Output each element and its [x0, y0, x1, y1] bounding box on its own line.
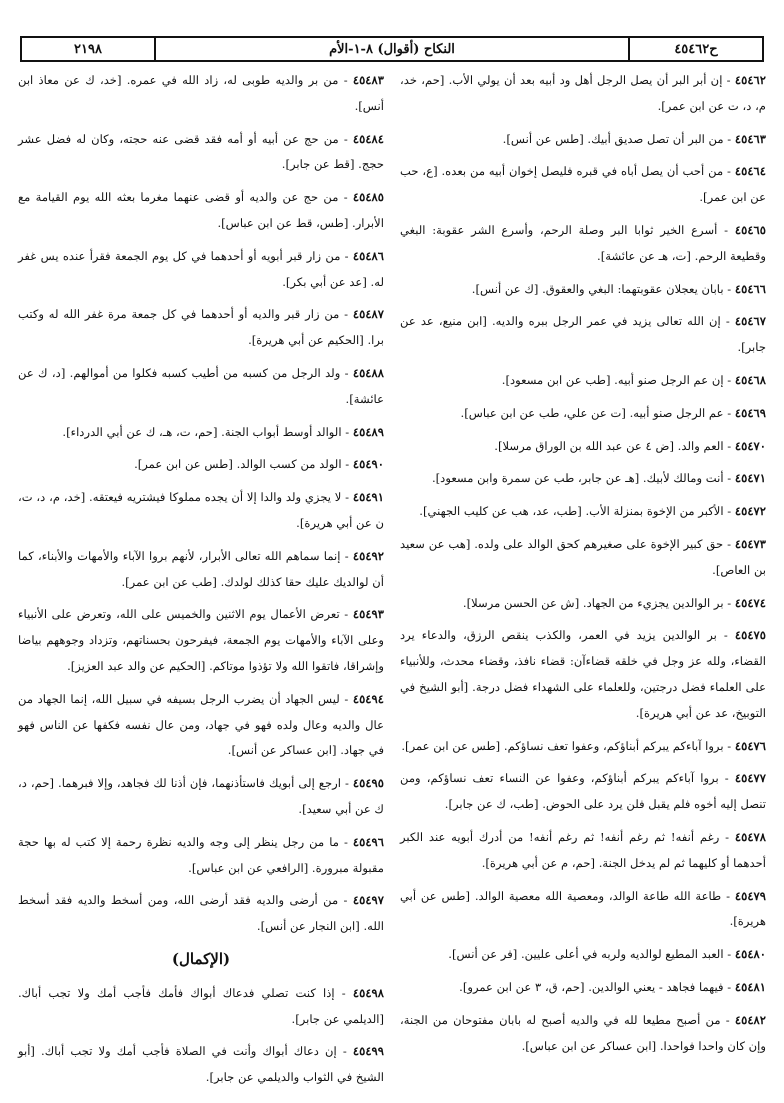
hadith-entry: ٤٥٤٩٥ - ارجع إلى أبويك فاستأذنهما، فإن أذنا لك فجاهد، وإلا فبرهما. [حم، د، ك عن أبي سعيد].: [18, 776, 384, 816]
hadith-text: إن عم الرجل صنو أبيه. [طب عن ابن مسعود].: [501, 372, 724, 387]
hadith-entry: ٤٥٤٩٦ - ما من رجل ينظر إلى وجه والديه نظرة رحمة إلا كتب له بها حجة مقبولة مبرورة. [الرافعي عن ابن عباس].: [18, 834, 384, 875]
hadith-entry: ٤٥٤٧٤ - بر الوالدين يجزيء من الجهاد. [ش عن الحسن مرسلا].: [462, 595, 766, 610]
hadith-text: من بر والديه طوبى له، زاد الله في عمره. [خد، ك عن معاذ ابن أنس].: [18, 73, 384, 113]
hadith-number: ٤٥٤٧٠: [734, 438, 766, 453]
hadith-entry: ٤٥٤٩٠ - الولد من كسب الوالد. [طس عن ابن عمر].: [134, 457, 384, 472]
hadith-text: الوالد أوسط أبواب الجنة. [حم، ت، هـ، ك عن أبي الدرداء].: [62, 424, 342, 439]
hadith-number: ٤٥٤٨٠: [734, 947, 766, 962]
hadith-text: ارجع إلى أبويك فاستأذنهما، فإن أذنا لك فجاهد، وإلا فبرهما. [حم، د، ك عن أبي سعيد].: [18, 776, 384, 816]
hadith-number: ٤٥٤٩٢: [352, 548, 384, 563]
hadith-text: الأكبر من الإخوة بمنزلة الأب. [طب، عد، هب عن كليب الجهني].: [419, 504, 724, 519]
hadith-text: العم والد. [ض ٤ عن عبد الله بن الوراق مرسلا].: [494, 438, 724, 453]
hadith-text: بر الوالدين يجزيء من الجهاد. [ش عن الحسن مرسلا].: [462, 595, 724, 610]
hadith-text: من أرضى والديه فقد أرضى الله، ومن أسخط والديه فقد أسخط الله. [ابن النجار عن أنس].: [18, 893, 384, 934]
hadith-number: ٤٥٤٦٩: [734, 405, 766, 420]
hadith-number: ٤٥٤٨٤: [352, 131, 384, 146]
hadith-entry: ٤٥٤٦٧ - إن الله تعالى يزيد في عمر الرجل ببره والديه. [ابن منيع، عد عن جابر].: [400, 314, 766, 355]
hadith-text: أنت ومالك لأبيك. [هـ عن جابر، طب عن سمرة وابن مسعود].: [431, 471, 724, 486]
hadith-text: ما من رجل ينظر إلى وجه والديه نظرة رحمة إلا كتب له بها حجة مقبولة مبرورة. [الرافعي عن ابن عباس].: [18, 834, 384, 875]
hadith-number: ٤٥٤٩١: [352, 490, 384, 505]
hadith-text: من أصبح مطيعا لله في والديه أصبح له بابان مفتوحان من الجنة، وإن كان واحدا فواحدا. [ابن عساكر عن ابن عباس].: [400, 1012, 766, 1053]
hadith-entry: ٤٥٤٧٩ - طاعة الله طاعة الوالد، ومعصية الله معصية الوالد. [طس عن أبي هريرة].: [400, 888, 766, 929]
hadith-entry: ٤٥٤٨٦ - من زار قبر أبويه أو أحدهما في كل يوم الجمعة فقرأ عنده يس غفر له. [عد عن أبي بكر].: [18, 248, 385, 289]
left-column: [18, 68, 384, 1098]
hadith-text: من حج عن والديه أو قضى عنهما مغرما بعثه الله يوم القيامة مع الأبرار. [طس، قط عن ابن عباس].: [18, 190, 384, 230]
hadith-number: ٤٥٤٩٩: [352, 1044, 384, 1059]
hadith-entry: ٤٥٤٨٥ - من حج عن والديه أو قضى عنهما مغرما بعثه الله يوم القيامة مع الأبرار. [طس، قط عن ابن عباس].: [18, 190, 384, 230]
hadith-entry: ٤٥٤٧٦ - بروا آباءكم يبركم أبناؤكم، وعفوا تعف نساؤكم. [طس عن ابن عمر].: [401, 738, 766, 753]
hadith-entry: ٤٥٤٦٩ - عم الرجل صنو أبيه. [ت عن علي، طب عن ابن عباس].: [460, 405, 766, 420]
hadith-text: إن الله تعالى يزيد في عمر الرجل ببره والديه. [ابن منيع، عد عن جابر].: [400, 314, 766, 355]
hadith-text: فيهما فجاهد - يعني الوالدين. [حم، ق، ٣ عن ابن عمرو].: [459, 979, 724, 994]
hadith-number: ٤٥٤٨٣: [352, 73, 384, 87]
hadith-number: ٤٥٤٩٨: [352, 985, 384, 1000]
hadith-number: ٤٥٤٦٦: [734, 281, 766, 296]
hadith-number: ٤٥٤٧٦: [734, 738, 766, 753]
page-header: [20, 36, 764, 62]
hadith-number: ٤٥٤٨٢: [734, 1012, 766, 1027]
hadith-number: ٤٥٤٧٣: [734, 536, 766, 551]
hadith-text: الولد من كسب الوالد. [طس عن ابن عمر].: [134, 457, 342, 472]
hadith-number: ٤٥٤٦٨: [734, 372, 766, 387]
hadith-number: ٤٥٤٧٧: [734, 771, 766, 786]
hadith-entry: ٤٥٤٦٥ - أسرع الخير ثوابا البر وصلة الرحم، وأسرع الشر عقوبة: البغي وقطيعة الرحم. [ت، هـ عن عائشة].: [400, 222, 767, 263]
hadith-number: ٤٥٤٨٩: [352, 424, 384, 439]
hadith-entry: ٤٥٤٦٤ - من أحب أن يصل أباه في قبره فليصل إخوان أبيه من بعده. [ع، حب عن ابن عمر].: [400, 164, 766, 205]
hadith-text: إن أبر البر أن يصل الرجل أهل ود أبيه بعد أن يولي الأب. [حم، خد، م، د، ت عن ابن عمر].: [400, 73, 766, 113]
hadith-text: ولد الرجل من كسبه من أطيب كسبه فكلوا من أموالهم. [د، ك عن عائشة].: [18, 365, 384, 406]
hadith-text: عم الرجل صنو أبيه. [ت عن علي، طب عن ابن عباس].: [460, 405, 724, 420]
hadith-number: ٤٥٤٨٦: [352, 248, 385, 263]
hadith-number: ٤٥٤٦٤: [734, 164, 766, 179]
hadith-number: ٤٥٤٩٤: [352, 691, 384, 706]
hadith-number: ٤٥٤٩٣: [352, 607, 384, 622]
hadith-entry: ٤٥٤٨٤ - من حج عن أبيه أو أمه فقد قضى عنه حجته، وكان له فضل عشر حجج. [قط عن جابر].: [18, 131, 384, 172]
hadith-number: ٤٥٤٧٨: [734, 829, 766, 844]
hadith-entry: ٤٥٤٨١ - فيهما فجاهد - يعني الوالدين. [حم، ق، ٣ عن ابن عمرو].: [459, 979, 766, 994]
hadith-entry: ٤٥٤٨٠ - العبد المطيع لوالديه ولربه في أعلى عليين. [فر عن أنس].: [448, 947, 766, 962]
hadith-number: ٤٥٤٨٧: [352, 307, 384, 322]
hadith-text: من البر أن تصل صديق أبيك. [طس عن أنس].: [502, 131, 724, 146]
hadith-number: ٤٥٤٧١: [734, 471, 766, 486]
hadith-number: ٤٥٤٧٤: [734, 595, 766, 610]
hadith-number: ٤٥٤٩٦: [352, 834, 384, 849]
hadith-number: ٤٥٤٦٢: [734, 73, 766, 87]
hadith-text: بروا آباءكم يبركم أبناؤكم، وعفوا تعف نساؤكم. [طس عن ابن عمر].: [401, 738, 724, 753]
hadith-text: أسرع الخير ثوابا البر وصلة الرحم، وأسرع الشر عقوبة: البغي وقطيعة الرحم. [ت، هـ عن عائشة].: [400, 222, 766, 263]
hadith-number: ٤٥٤٨١: [734, 979, 766, 994]
hadith-text: العبد المطيع لوالديه ولربه في أعلى عليين. [فر عن أنس].: [448, 947, 724, 962]
right-column: [400, 68, 766, 1066]
hadith-entry: ٤٥٤٩٩ - إن دعاك أبواك وأنت في الصلاة فأجب أمك ولا تجب أباك. [أبو الشيخ في الثواب والديلمي عن جابر].: [18, 1044, 384, 1085]
hadith-entry: ٤٥٤٧٠ - العم والد. [ض ٤ عن عبد الله بن الوراق مرسلا].: [494, 438, 766, 453]
page-number: ٢١٩٨: [22, 38, 156, 60]
hadith-number: ٤٥٤٨٨: [352, 365, 384, 380]
hadith-entry: ٤٥٤٩١ - لا يجزي ولد والدا إلا أن يجده مملوكا فيشتريه فيعتقه. [خد، م، د، ت، ن عن أبي هريرة].: [18, 490, 384, 530]
hadith-text: إن دعاك أبواك وأنت في الصلاة فأجب أمك ولا تجب أباك. [أبو الشيخ في الثواب والديلمي عن جابر].: [18, 1044, 384, 1085]
hadith-text: ليس الجهاد أن يضرب الرجل بسيفه في سبيل الله، إنما الجهاد من عال والديه وعال ولده فهو في جهاد، ومن عال نفسه فكفها عن الناس فهو في جهاد. [ابن عساكر عن أنس].: [18, 691, 384, 758]
hadith-entry: ٤٥٤٨٧ - من زار قبر والديه أو أحدهما في كل جمعة مرة غفر الله له وكتب برا. [الحكيم عن أبي هريرة].: [18, 307, 384, 348]
hadith-range: ح٤٥٤٦٢: [628, 38, 762, 60]
hadith-entry: ٤٥٤٦٢ - إن أبر البر أن يصل الرجل أهل ود أبيه بعد أن يولي الأب. [حم، خد، م، د، ت عن ابن عمر].: [400, 73, 766, 113]
hadith-number: ٤٥٤٦٥: [734, 222, 767, 237]
hadith-number: ٤٥٤٦٧: [734, 314, 766, 329]
hadith-number: ٤٥٤٦٣: [734, 131, 766, 146]
hadith-text: طاعة الله طاعة الوالد، ومعصية الله معصية الوالد. [طس عن أبي هريرة].: [400, 888, 766, 929]
hadith-text: رغم أنفه! ثم رغم أنفه! ثم رغم أنفه! من أدرك أبويه عند الكبر أحدهما أو كليهما ثم لم يدخل الجنة. [حم، م عن أبي هريرة].: [400, 829, 766, 870]
hadith-entry: ٤٥٤٦٦ - بابان يعجلان عقوبتهما: البغي والعقوق. [ك عن أنس].: [471, 281, 766, 296]
hadith-entry: ٤٥٤٩٢ - إنما سماهم الله تعالى الأبرار، لأنهم بروا الآباء والأمهات والأبناء، كما أن لوالديك عليك حقا كذلك لولدك. [طب عن ابن عمر].: [18, 548, 384, 589]
hadith-text: بروا آباءكم يبركم أبناؤكم، وعفوا عن النساء تعف نساؤكم، ومن تنصل إليه أخوه فلم يقبل فلن يرد على الحوض. [طب، ك عن جابر].: [400, 771, 766, 812]
hadith-number: ٤٥٤٩٥: [352, 776, 384, 791]
hadith-entry: ٤٥٤٩٤ - ليس الجهاد أن يضرب الرجل بسيفه في سبيل الله، إنما الجهاد من عال والديه وعال ولده فهو في جهاد، ومن عال نفسه فكفها عن الناس فهو في جهاد. [ابن عساكر عن أنس].: [18, 691, 384, 758]
hadith-text: إذا كنت تصلي فدعاك أبواك فأمك فأجب أمك ولا تجب أباك. [الديلمي عن جابر].: [18, 985, 384, 1026]
hadith-entry: ٤٥٤٧٥ - بر الوالدين يزيد في العمر، والكذب ينقص الرزق، والدعاء يرد القضاء، ولله عز وجل في خلقه قضاءآن: قضاء نافذ، وقضاء محدث، وللأنبياء على العلماء فضل درجتين، وللعلماء على الشهداء فضل درجة. [أبو الشيخ في التوبيخ، عد عن أبي هريرة].: [400, 628, 766, 720]
hadith-entry: ٤٥٤٧٨ - رغم أنفه! ثم رغم أنفه! ثم رغم أنفه! من أدرك أبويه عند الكبر أحدهما أو كليهما ثم لم يدخل الجنة. [حم، م عن أبي هريرة].: [400, 829, 766, 870]
hadith-entry: ٤٥٤٩٧ - من أرضى والديه فقد أرضى الله، ومن أسخط والديه فقد أسخط الله. [ابن النجار عن أنس].: [18, 893, 384, 934]
hadith-text: من أحب أن يصل أباه في قبره فليصل إخوان أبيه من بعده. [ع، حب عن ابن عمر].: [400, 164, 766, 205]
hadith-entry: ٤٥٤٨٨ - ولد الرجل من كسبه من أطيب كسبه فكلوا من أموالهم. [د، ك عن عائشة].: [18, 365, 384, 406]
hadith-text: حق كبير الإخوة على صغيرهم كحق الوالد على ولده. [هب عن سعيد بن العاص].: [400, 536, 766, 577]
hadith-number: ٤٥٤٨٥: [352, 190, 384, 205]
hadith-entry: ٤٥٤٧٢ - الأكبر من الإخوة بمنزلة الأب. [طب، عد، هب عن كليب الجهني].: [419, 504, 766, 519]
hadith-number: ٤٥٤٩٠: [352, 457, 384, 472]
hadith-text: بر الوالدين يزيد في العمر، والكذب ينقص الرزق، والدعاء يرد القضاء، ولله عز وجل في خلقه قضاءآن: قضاء نافذ، وقضاء محدث، وللأنبياء على العلماء فضل درجتين، وللعلماء على الشهداء فضل درجة. [أبو الشيخ في التوبيخ، عد عن أبي هريرة].: [400, 628, 766, 720]
running-title: النكاح (أقوال) ٨-١-الأم: [329, 41, 455, 57]
hadith-text: لا يجزي ولد والدا إلا أن يجده مملوكا فيشتريه فيعتقه. [خد، م، د، ت، ن عن أبي هريرة].: [18, 490, 384, 530]
hadith-entry: ٤٥٤٨٩ - الوالد أوسط أبواب الجنة. [حم، ت، هـ، ك عن أبي الدرداء].: [62, 424, 384, 439]
hadith-entry: ٤٥٤٧٣ - حق كبير الإخوة على صغيرهم كحق الوالد على ولده. [هب عن سعيد بن العاص].: [400, 536, 766, 577]
hadith-entry: ٤٥٤٨٣ - من بر والديه طوبى له، زاد الله في عمره. [خد، ك عن معاذ ابن أنس].: [18, 73, 384, 113]
hadith-text: من حج عن أبيه أو أمه فقد قضى عنه حجته، وكان له فضل عشر حجج. [قط عن جابر].: [18, 131, 384, 172]
hadith-text: تعرض الأعمال يوم الاثنين والخميس على الله، وتعرض على الأنبياء وعلى الآباء والأمهات يوم الجمعة، فيفرحون بحسناتهم، وتزداد وجوههم بياضا وإشراقا، فاتقوا الله ولا تؤذوا موتاكم. [الحكيم عن والد عبد العزيز].: [18, 607, 384, 673]
hadith-text: من زار قبر والديه أو أحدهما في كل جمعة مرة غفر الله له وكتب برا. [الحكيم عن أبي هريرة].: [18, 307, 384, 348]
hadith-entry: ٤٥٤٩٣ - تعرض الأعمال يوم الاثنين والخميس على الله، وتعرض على الأنبياء وعلى الآباء والأمهات يوم الجمعة، فيفرحون بحسناتهم، وتزداد وجوههم بياضا وإشراقا، فاتقوا الله ولا تؤذوا موتاكم. [الحكيم عن والد عبد العزيز].: [18, 607, 384, 673]
hadith-number: ٤٥٤٧٢: [734, 504, 766, 519]
hadith-entry: ٤٥٤٨٢ - من أصبح مطيعا لله في والديه أصبح له بابان مفتوحان من الجنة، وإن كان واحدا فواحدا. [ابن عساكر عن ابن عباس].: [400, 1012, 766, 1053]
hadith-number: ٤٥٤٩٧: [352, 893, 384, 908]
hadith-text: إنما سماهم الله تعالى الأبرار، لأنهم بروا الآباء والأمهات والأبناء، كما أن لوالديك عليك حقا كذلك لولدك. [طب عن ابن عمر].: [18, 548, 384, 589]
hadith-entry: ٤٥٤٩٨ - إذا كنت تصلي فدعاك أبواك فأمك فأجب أمك ولا تجب أباك. [الديلمي عن جابر].: [18, 985, 384, 1026]
hadith-entry: ٤٥٤٧٧ - بروا آباءكم يبركم أبناؤكم، وعفوا عن النساء تعف نساؤكم، ومن تنصل إليه أخوه فلم يقبل فلن يرد على الحوض. [طب، ك عن جابر].: [400, 771, 766, 812]
section-heading: (الإكمال): [171, 949, 231, 968]
hadith-entry: ٤٥٤٧١ - أنت ومالك لأبيك. [هـ عن جابر، طب عن سمرة وابن مسعود].: [431, 471, 766, 486]
hadith-text: بابان يعجلان عقوبتهما: البغي والعقوق. [ك عن أنس].: [471, 281, 724, 296]
hadith-entry: ٤٥٤٦٨ - إن عم الرجل صنو أبيه. [طب عن ابن مسعود].: [501, 372, 766, 387]
hadith-entry: ٤٥٤٦٣ - من البر أن تصل صديق أبيك. [طس عن أنس].: [502, 131, 766, 146]
hadith-number: ٤٥٤٧٥: [734, 628, 766, 643]
hadith-text: من زار قبر أبويه أو أحدهما في كل يوم الجمعة فقرأ عنده يس غفر له. [عد عن أبي بكر].: [18, 248, 384, 289]
hadith-number: ٤٥٤٧٩: [734, 888, 766, 903]
